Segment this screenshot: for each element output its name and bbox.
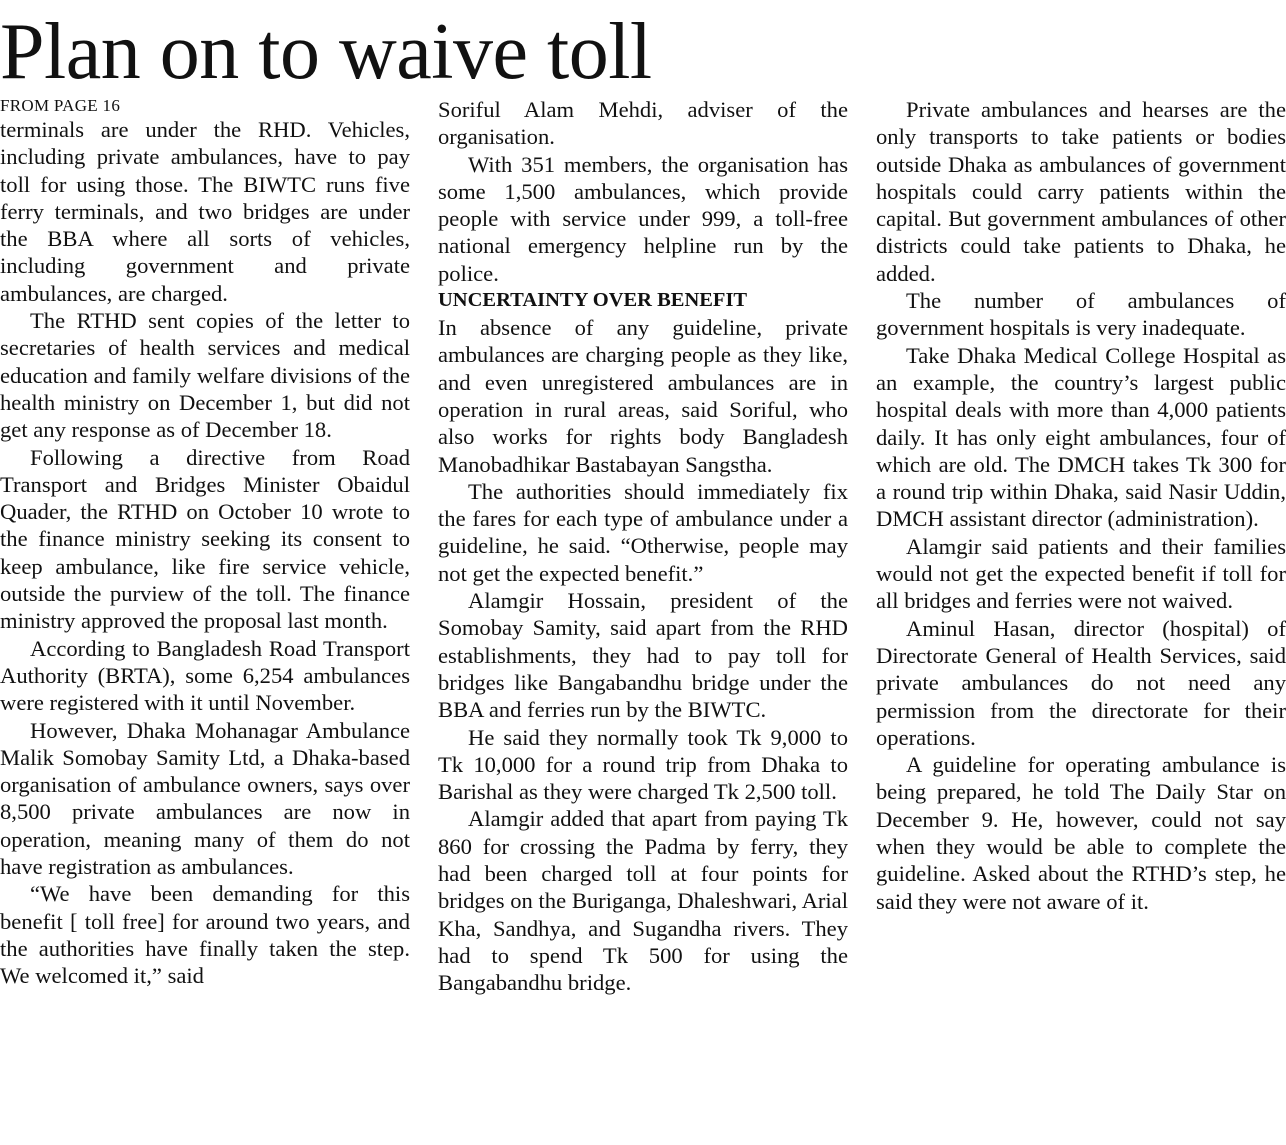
- paragraph: Alamgir said patients and their families would not get the expected benefit if toll for all bridges and ferries were not waived.: [876, 533, 1286, 614]
- paragraph: Alamgir Hossain, president of the Somobay Samity, said apart from the RHD establishments, they had to pay toll for bridges like Bangabandhu bridge under the BBA and ferries run by the BIWTC.: [438, 588, 848, 723]
- paragraph: Following a directive from Road Transport and Bridges Minister Obaidul Quader, the RTHD on October 10 wrote to the finance ministry seeking its consent to keep ambulance, like fire service vehicle, outside the purview of the toll. The finance ministry approved the proposal last month.: [0, 444, 410, 634]
- article-column-3: [876, 96, 1286, 915]
- paragraph: With 351 members, the organisation has some 1,500 ambulances, which provide people with service under 999, a toll-free national emergency helpline run by the police.: [438, 151, 848, 286]
- paragraph: Take Dhaka Medical College Hospital as an example, the country’s largest public hospital deals with more than 4,000 patients daily. It has only eight ambulances, four of which are old. The DMCH takes Tk 300 for a round trip within Dhaka, said Nasir Uddin, DMCH assistant director (administration).: [876, 342, 1286, 532]
- paragraph: The RTHD sent copies of the letter to secretaries of health services and medical education and family welfare divisions of the health ministry on December 1, but did not get any response as of December 18.: [0, 308, 410, 443]
- paragraph: Private ambulances and hearses are the only transports to take patients or bodies outside Dhaka as ambulances of government hospitals could carry patients within the capital. But government ambulances of other districts could take patients to Dhaka, he added.: [876, 97, 1286, 286]
- jump-line: FROM PAGE 16: [0, 96, 121, 115]
- paragraph: “We have been demanding for this benefit [ toll free] for around two years, and the authorities have finally taken the step. We welcomed it,” said: [0, 881, 410, 989]
- paragraph: terminals are under the RHD. Vehicles, including private ambulances, have to pay toll for using those. The BIWTC runs five ferry terminals, and two bridges are under the BBA where all sorts of vehicles, including government and private ambulances, are charged.: [0, 117, 410, 306]
- paragraph: Aminul Hasan, director (hospital) of Directorate General of Health Services, said private ambulances do not need any permission from the directorate for their operations.: [876, 615, 1286, 750]
- article-column-1: [0, 96, 410, 990]
- paragraph: Soriful Alam Mehdi, adviser of the organisation.: [438, 97, 848, 150]
- paragraph: However, Dhaka Mohanagar Ambulance Malik Somobay Samity Ltd, a Dhaka-based organisation of ambulance owners, says over 8,500 private ambulances are now in operation, meaning many of them do not have registration as ambulances.: [0, 717, 410, 880]
- subheading: UNCERTAINTY OVER BENEFIT: [438, 289, 748, 312]
- paragraph: The number of ambulances of government hospitals is very inadequate.: [876, 288, 1286, 341]
- paragraph: Alamgir added that apart from paying Tk 860 for crossing the Padma by ferry, they had been charged toll at four points for bridges on the Buriganga, Dhaleshwari, Arial Kha, Sandhya, and Sugandha rivers. They had to spend Tk 500 for using the Bangabandhu bridge.: [438, 806, 848, 996]
- paragraph: According to Bangladesh Road Transport Authority (BRTA), some 6,254 ambulances were registered with it until November.: [0, 635, 410, 716]
- article-column-2: [438, 96, 848, 997]
- paragraph: A guideline for operating ambulance is being prepared, he told The Daily Star on December 9. He, however, could not say when they would be able to complete the guideline. Asked about the RTHD’s step, he said they were not aware of it.: [876, 752, 1286, 914]
- paragraph: He said they normally took Tk 9,000 to Tk 10,000 for a round trip from Dhaka to Barishal as they were charged Tk 2,500 toll.: [438, 724, 848, 805]
- paragraph: In absence of any guideline, private ambulances are charging people as they like, and even unregistered ambulances are in operation in rural areas, said Soriful, who also works for rights body Bangladesh Manobadhikar Bastabayan Sangstha.: [438, 315, 848, 477]
- headline: Plan on to waive toll: [0, 8, 652, 96]
- paragraph: The authorities should immediately fix the fares for each type of ambulance under a guideline, he said. “Otherwise, people may not get the expected benefit.”: [438, 478, 848, 586]
